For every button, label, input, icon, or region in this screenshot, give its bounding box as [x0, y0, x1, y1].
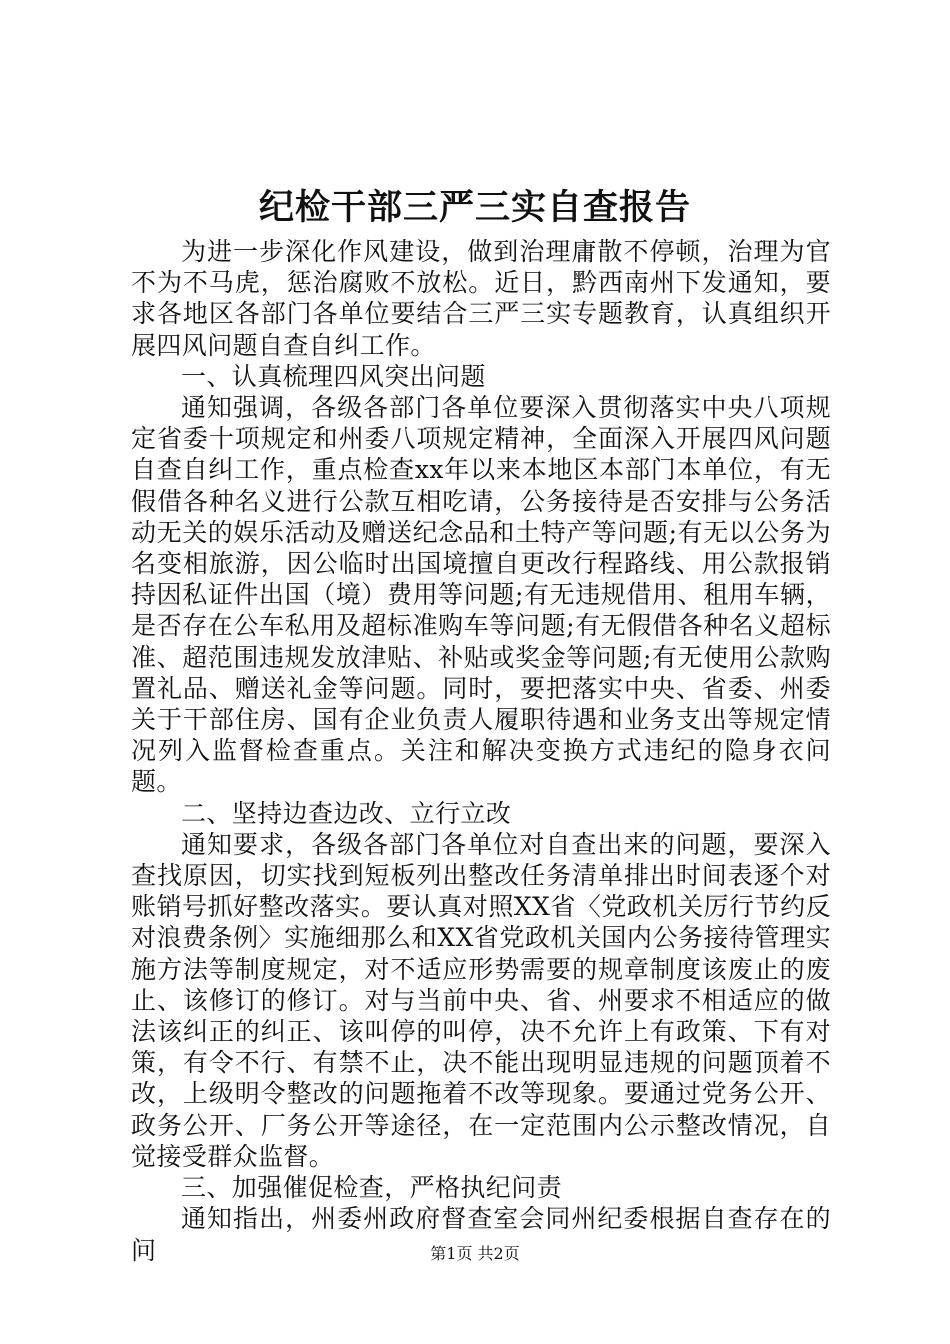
page-number-footer: 第1页 共2页: [430, 1244, 520, 1263]
section-heading-3: 三、加强催促检查，严格执纪问责: [181, 1173, 563, 1203]
section-heading-1: 一、认真梳理四风突出问题: [181, 361, 486, 391]
intro-paragraph: 为进一步深化作风建设，做到治理庸散不停顿，治理为官不为不马虎，惩治腐败不放松。近日，黔西南州下发通知，要求各地区各部门各单位要结合三严三实专题教育，认真组织开展四风问题自查自纠工作。: [131, 237, 831, 360]
document-title: 纪检干部三严三实自查报告: [258, 187, 691, 228]
section-heading-2: 二、坚持边查边改、立行立改: [181, 798, 512, 828]
section-2-paragraph: 通知要求，各级各部门各单位对自查出来的问题，要深入查找原因，切实找到短板列出整改任务清单排出时间表逐个对账销号抓好整改落实。要认真对照XX省〈党政机关厉行节约反对浪费条例〉实施细那么和XX省党政机关国内公务接待管理实施方法等制度规定，对不适应形势需要的规章制度该废止的废止、该修订的修订。对与当前中央、省、州要求不相适应的做法该纠正的纠正、该叫停的叫停，决不允许上有政策、下有对策，有令不行、有禁不止，决不能出现明显违规的问题顶着不改，上级明令整改的问题拖着不改等现象。要通过党务公开、政务公开、厂务公开等途径，在一定范围内公示整改情况，自觉接受群众监督。: [131, 829, 831, 1171]
document-body: [131, 236, 831, 1266]
section-1-paragraph: 通知强调，各级各部门各单位要深入贯彻落实中央八项规定省委十项规定和州委八项规定精神，全面深入开展四风问题自查自纠工作，重点检查xx年以来本地区本部门本单位，有无假借各种名义进行公款互相吃请，公务接待是否安排与公务活动无关的娱乐活动及赠送纪念品和土特产等问题;有无以公务为名变相旅游，因公临时出国境擅自更改行程路线、用公款报销持因私证件出国（境）费用等问题;有无违规借用、租用车辆，是否存在公车私用及超标准购车等问题;有无假借各种名义超标准、超范围违规发放津贴、补贴或奖金等问题;有无使用公款购置礼品、赠送礼金等问题。同时，要把落实中央、省委、州委关于干部住房、国有企业负责人履职待遇和业务支出等规定情况列入监督检查重点。关注和解决变换方式违纪的隐身衣问题。: [131, 393, 831, 797]
section-3-paragraph: 通知指出，州委州政府督查室会同州纪委根据自查存在的问: [131, 1204, 831, 1265]
